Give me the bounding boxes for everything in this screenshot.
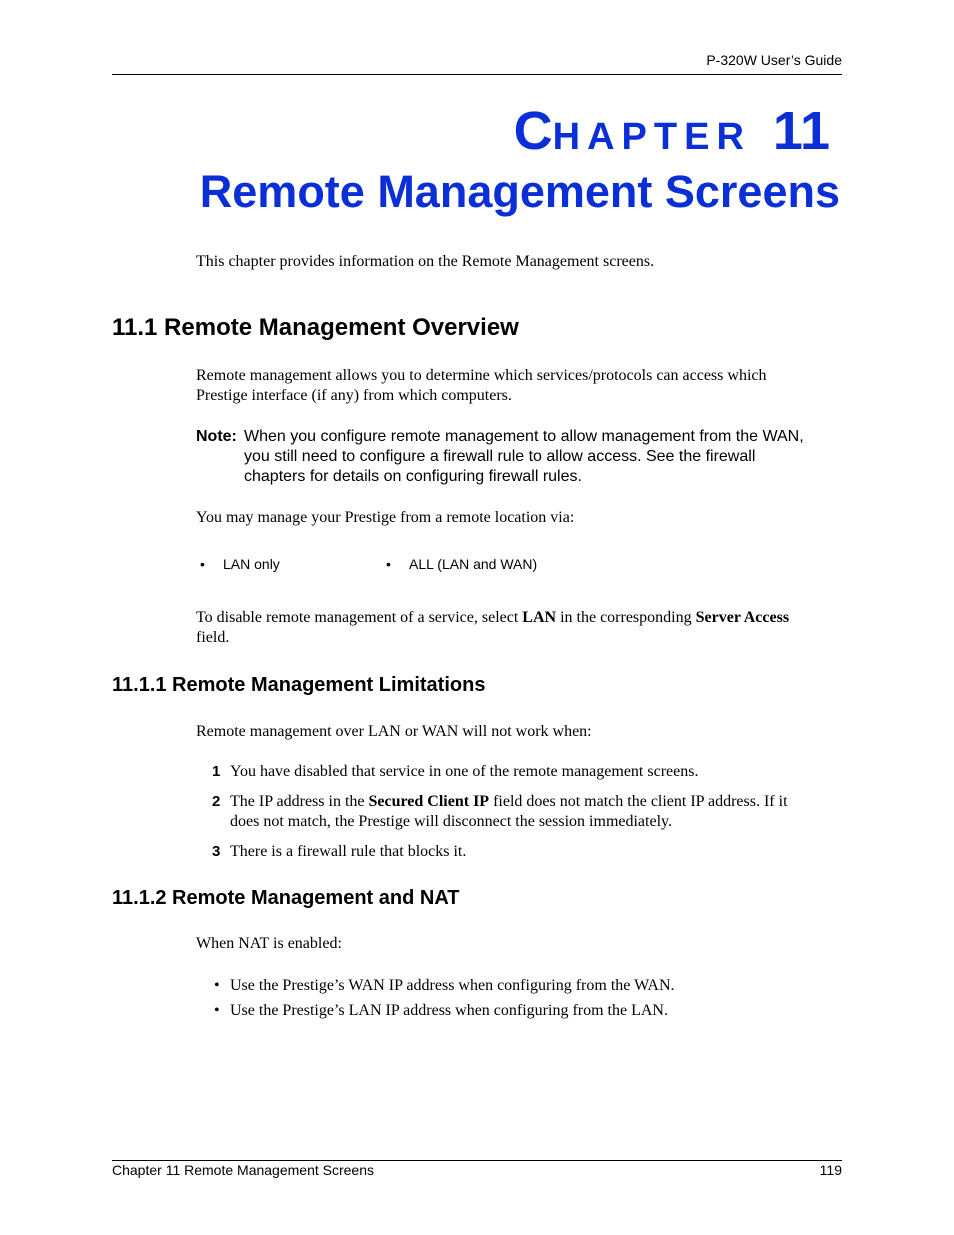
disable-paragraph: To disable remote management of a service, select LAN in the corresponding Server Access field.	[196, 609, 790, 646]
chapter-number: 11	[772, 101, 830, 161]
overview-line: Prestige interface (if any) from which computers.	[196, 387, 512, 404]
page-number: 119	[819, 1162, 842, 1178]
footer-chapter: Chapter 11 Remote Management Screens	[112, 1162, 374, 1178]
chapter-word-rest: HAPTER	[552, 116, 751, 158]
subsection-heading: 11.1.1 Remote Management Limitations	[112, 674, 486, 696]
list-number: 2	[212, 793, 221, 810]
nat-intro: When NAT is enabled:	[196, 935, 342, 952]
note-line: chapters for details on configuring firewall rules.	[244, 468, 582, 485]
server-access-term: Server Access	[695, 609, 790, 626]
section-heading: 11.1 Remote Management Overview	[112, 314, 519, 341]
list-item: Use the Prestige’s WAN IP address when configuring from the WAN.	[230, 977, 675, 994]
secured-client-ip-term: Secured Client IP	[368, 793, 490, 810]
overview-paragraph	[196, 366, 846, 406]
location-paragraph: You may manage your Prestige from a remote location via:	[196, 509, 575, 526]
subsection-heading: 11.1.2 Remote Management and NAT	[112, 887, 460, 909]
option-bullet: •	[200, 556, 205, 572]
option-lan-only: LAN only	[223, 556, 280, 572]
chapter-title: Remote Management Screens	[199, 166, 840, 217]
limitations-intro: Remote management over LAN or WAN will not work when:	[196, 723, 592, 740]
list-item: There is a firewall rule that blocks it.	[230, 843, 467, 860]
bullet-dot: •	[214, 1002, 220, 1019]
running-header: P-320W User’s Guide	[706, 52, 842, 68]
chapter-label	[514, 100, 830, 162]
option-all: ALL (LAN and WAN)	[409, 556, 538, 572]
note-block	[196, 427, 846, 487]
chapter-intro: This chapter provides information on the Remote Management screens.	[196, 253, 655, 270]
list-item: The IP address in the Secured Client IP field does not match the client IP address. If it does not match, the Prestige will disconnect the session immediately.	[230, 793, 788, 830]
footer-rule	[112, 1160, 842, 1161]
list-number: 1	[212, 763, 221, 780]
header-rule	[112, 74, 842, 75]
list-item: Use the Prestige’s LAN IP address when configuring from the LAN.	[230, 1002, 668, 1019]
list-number: 3	[212, 843, 221, 860]
lan-term: LAN	[522, 609, 557, 626]
chapter-word-initial: C	[513, 101, 553, 161]
option-bullet: •	[386, 556, 391, 572]
note-label: Note:	[196, 428, 237, 445]
list-item: You have disabled that service in one of the remote management screens.	[230, 763, 699, 780]
note-line: you still need to configure a firewall rule to allow access. See the firewall	[244, 448, 756, 465]
note-line: When you configure remote management to allow management from the WAN,	[244, 428, 804, 445]
bullet-dot: •	[214, 977, 220, 994]
overview-line: Remote management allows you to determine which services/protocols can access which	[196, 367, 767, 384]
